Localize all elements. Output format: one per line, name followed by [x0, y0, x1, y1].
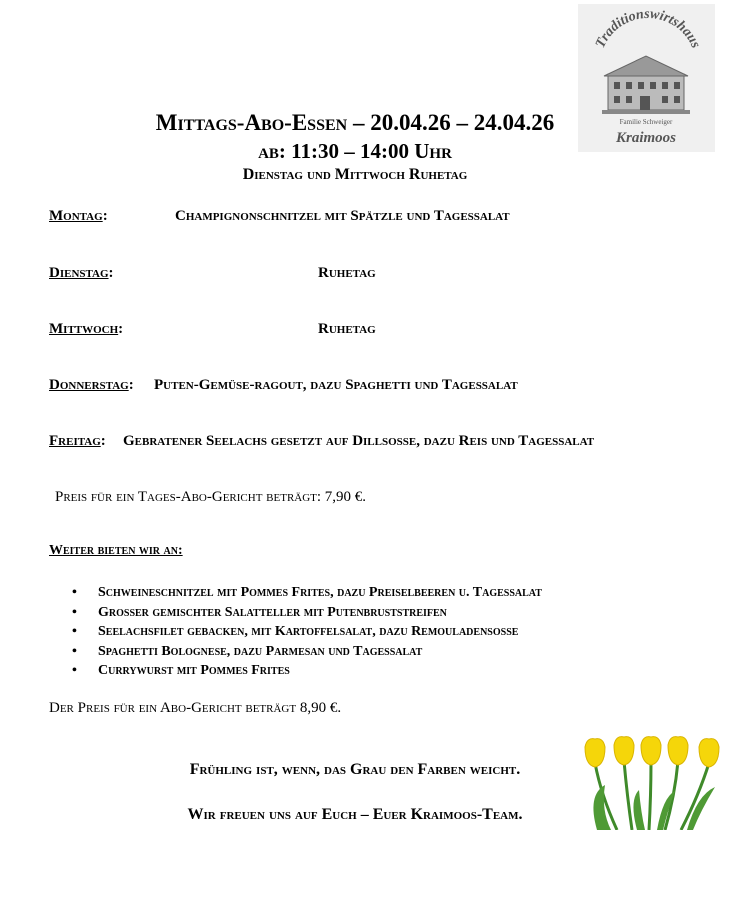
menu-title: Mittags-Abo-Essen – 20.04.26 – 24.04.26	[155, 110, 555, 135]
closed-days-note: Dienstag und Mittwoch Ruhetag	[242, 166, 468, 183]
opening-hours: ab: 11:30 – 14:00 Uhr	[258, 139, 452, 163]
list-item: • Seelachsfilet gebacken, mit Kartoffelsalat, dazu Remouladensoße	[72, 622, 542, 642]
svg-text:Traditionswirtshaus: Traditionswirtshaus	[593, 6, 703, 51]
day-label: Montag	[49, 208, 103, 224]
daily-price-note: Preis für ein Tages-Abo-Gericht beträgt: 7,90 €.	[55, 489, 367, 505]
day-dish: Puten-Gemüse-ragout, dazu Spaghetti und Tagessalat	[154, 377, 518, 393]
tulips-image	[577, 735, 727, 830]
list-item: • Großer gemischter Salatteller mit Putenbruststreifen	[72, 603, 542, 623]
day-row-monday: Montag:	[49, 208, 108, 224]
day-label: Dienstag	[49, 265, 109, 281]
svg-text:Kraimoos: Kraimoos	[615, 130, 677, 146]
day-row-thursday: Donnerstag:	[49, 377, 134, 393]
list-item: • Spaghetti Bolognese, dazu Parmesan und Tagessalat	[72, 642, 542, 662]
day-dish: Champignonschnitzel mit Spätzle und Tagessalat	[175, 208, 510, 224]
day-label: Freitag	[49, 433, 101, 449]
extra-price-note: Der Preis für ein Abo-Gericht beträgt 8,90 €.	[49, 700, 342, 716]
extras-heading: Weiter bieten wir an:	[49, 543, 183, 558]
closing-greeting: Wir freuen uns auf Euch – Euer Kraimoos-Team.	[187, 806, 523, 823]
day-label: Donnerstag	[49, 377, 129, 393]
list-item: • Currywurst mit Pommes Frites	[72, 661, 542, 681]
svg-text:Familie Schweiger: Familie Schweiger	[619, 118, 673, 126]
extras-list	[72, 583, 542, 681]
day-dish: Gebratener Seelachs gesetzt auf Dillsoße, dazu Reis und Tagessalat	[123, 433, 595, 449]
day-dish: Ruhetag	[318, 321, 376, 337]
day-label: Mittwoch	[49, 321, 119, 337]
day-row-wednesday: Mittwoch:	[49, 321, 124, 337]
list-item: • Schweineschnitzel mit Pommes Frites, dazu Preiselbeeren u. Tagessalat	[72, 583, 542, 603]
day-row-tuesday: Dienstag:	[49, 265, 114, 281]
day-dish: Ruhetag	[318, 265, 376, 281]
closing-quote: Frühling ist, wenn, das Grau den Farben weicht.	[189, 761, 521, 778]
day-row-friday: Freitag:	[49, 433, 106, 449]
